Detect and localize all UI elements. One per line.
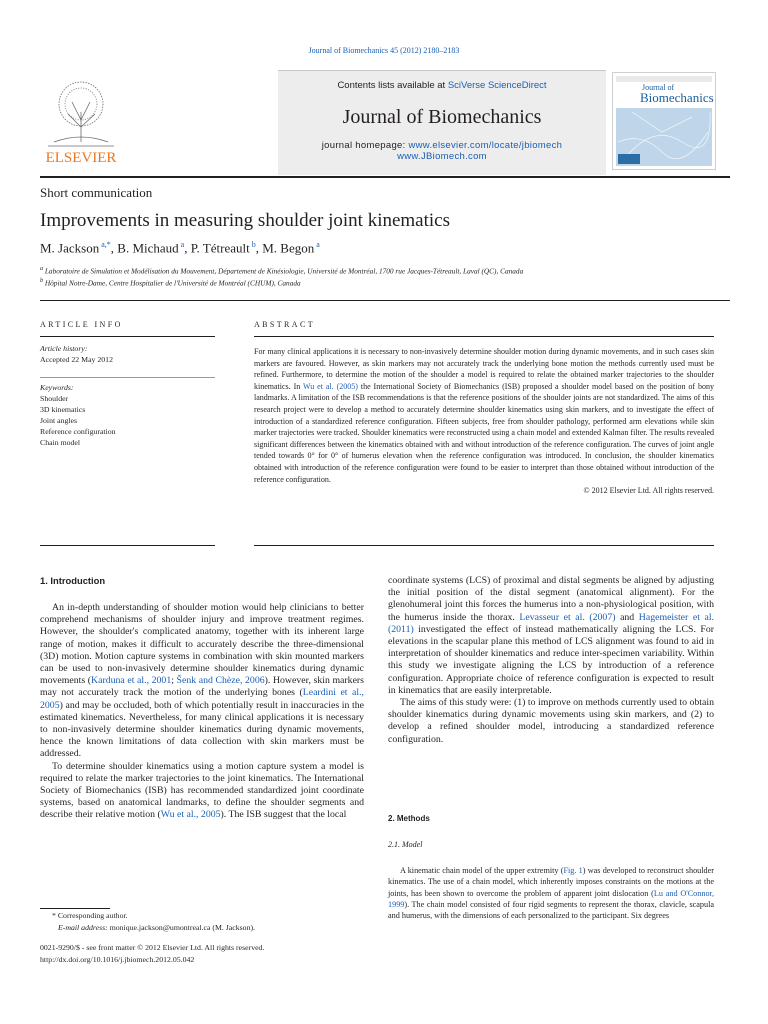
elsevier-wordmark: ELSEVIER [45,150,117,166]
issn-line: 0021-9290/$ - see front matter © 2012 Elsevier Ltd. All rights reserved. [40,943,265,952]
article-info-rule [40,336,215,337]
article-title: Improvements in measuring shoulder joint kinematics [40,210,451,231]
journal-title: Journal of Biomechanics [342,106,542,128]
keyword: Joint angles [40,416,78,425]
email-note: E-mail address: monique.jackson@umontreal.ca (M. Jackson). [58,923,256,932]
left-column-text [40,602,364,822]
article-history: Article history: Accepted 22 May 2012 [40,344,113,364]
author-name[interactable]: B. Michaud [117,240,179,256]
keyword: 3D kinematics [40,405,86,414]
footnote-rule [40,908,110,909]
keyword: Chain model [40,438,81,447]
sciencedirect-link[interactable]: SciVerse ScienceDirect [447,80,547,91]
contents-line: Contents lists available at SciVerse ScienceDirect [337,80,547,91]
citation-link[interactable]: Levasseur et al. (2007) [519,611,616,623]
abstract-copyright: © 2012 Elsevier Ltd. All rights reserved. [583,486,714,496]
citation-link[interactable]: Wu et al. (2005) [303,381,358,391]
affiliation-a: $^a$ Laboratoire de Simulation et Modélisation du Mouvement, Département de Kinésiologie, Université de Montréal, 1700 rue Jacques-Tétreault, Laval (QC), Canada [40,266,524,276]
corresponding-author-note: * Corresponding author. [52,911,128,920]
homepage-link-jbiomech[interactable]: www.JBiomech.com [397,151,487,162]
email-address[interactable]: monique.jackson@umontreal.ca (M. Jackson). [109,923,256,932]
journal-cover-thumbnail[interactable] [612,72,716,170]
keywords-block: Keywords: Shoulder 3D kinematics Joint angles Reference configuration Chain model [40,383,116,447]
citation-link[interactable]: Lu and O'Connor, 1999 [388,888,714,909]
homepage-link-elsevier[interactable]: www.elsevier.com/locate/jbiomech [408,140,563,151]
author-list: M. Jackson $^{a,*}$, B. Michaud $^a$, P. Tétreault $^b$, M. Begon $^a$ [40,240,320,256]
paragraph: The aims of this study were: (1) to improve on methods currently used to obtain shoulder kinematics during dynamic movements using skin markers, and (2) to develop a refined shoulder model, introducing a standardized reference configuration. [388,697,714,745]
model-paragraph: A kinematic chain model of the upper extremity (Fig. 1) was developed to reconstruct shoulder kinematics. The use of a chain model, which inherently imposes constraints on the motions at the joints, has been shown to overcome the problem of apparent joint dislocation (Lu and O'Connor, 1999). The chain model consisted of four rigid segments to represent the thorax, clavicle, scapula and humerus, with the dimensions of each personalized to the participant. Six degrees [388,866,714,921]
author-sup[interactable]: a [314,240,320,249]
citation-link[interactable]: Wu et al., 2005 [160,809,221,821]
article-info-heading: ARTICLE INFO [40,320,123,329]
title-rule [40,300,730,301]
svg-text:Biomechanics: Biomechanics [640,90,714,105]
abstract-heading: ABSTRACT [254,320,315,329]
svg-text:Journal of: Journal of [642,83,675,92]
right-column-text [388,575,714,746]
article-type: Short communication [40,185,153,200]
abstract-bottom-rule [254,545,714,546]
author-name[interactable]: M. Jackson [40,240,100,256]
paragraph: An in-depth understanding of shoulder motion would help clinicians to better comprehend mechanisms of shoulder injury and improve treatment regimes. However, the shoulder's complicated anatomy, together with its inherent large range of motion, makes it difficult to accurately describe the three-dimensional (3D) motion. Motion capture systems in combination with skin mounted markers can be used to non-invasively determine shoulder kinematics during dynamic movements (Karduna et al., 2001; Šenk and Chèze, 2006). However, skin markers may not accurately track the motion of the underlying bones (Leardini et al., 2005) and may be occluded, both of which potentially result in inaccuracies in the estimated kinematics. Nevertheless, for many clinical applications it is necessary to non-invasively determine shoulder kinematics during dynamic movements, hence the known limitations of data collection with skin markers must be addressed. [40,602,364,760]
abstract-rule [254,336,714,337]
citation-link[interactable]: Šenk and Chèze, 2006 [176,675,265,687]
masthead-rule [40,176,730,178]
keyword: Shoulder [40,394,69,403]
author-name[interactable]: P. Tétreault [190,240,250,256]
article-info-bottom-rule [40,545,215,546]
citation-link[interactable]: Leardini et al., 2005 [40,687,364,711]
author-sup[interactable]: a,* [99,240,111,249]
journal-homepage: journal homepage: www.elsevier.com/locate/jbiomech www.JBiomech.com [321,140,563,162]
section-heading-introduction: 1. Introduction [40,575,106,586]
abstract-text: For many clinical applications it is necessary to non-invasively determine shoulder motion during dynamic movements, and in such cases skin markers are favoured. However, as skin markers may not accurately track the underlying bone motion the methods currently used must be refined. Furthermore, to determine the motion of the shoulder a model is required to relate the obtained marker trajectories to the shoulder kinematics. In Wu et al. (2005) the International Society of Biomechanics (ISB) proposed a shoulder model based on the position of bony landmarks. A limitation of the ISB recommendations is that the reference positions of the shoulder joints are not standardized. The aims of this research project were to develop a method to accurately determine shoulder kinematics using skin markers, and to investigate the effect of introduction of a standardized reference configuration. Fifteen subjects, free from shoulder pathology, performed arm elevations while skin marker trajectories were tracked. Shoulder kinematics were reconstructed using a chain model and extended Kalman filter. The results revealed significant differences between the kinematics obtained with and without introduction of the reference configuration. The curves of joint angle tended towards 0° for 0° of humerus elevation when the reference configuration was introduced. In conclusion, the shoulder kinematics obtained with introduction of the reference configuration were found to be easier to interpret than those obtained without introduction of the reference configuration. © 2012 Elsevier Ltd. All rights reserved. [254,347,714,496]
affiliation-b: $^b$ Hôpital Notre-Dame, Centre Hospitalier de l'Université de Montréal (CHUM), Canada [40,278,301,288]
author-sup[interactable]: b [249,240,256,249]
doi-link[interactable]: http://dx.doi.org/10.1016/j.jbiomech.2012.05.042 [40,955,195,964]
section-heading-methods: 2. Methods [388,814,430,823]
figure-link[interactable]: Fig. 1 [563,866,583,875]
paragraph: To determine shoulder kinematics using a motion capture system a model is required to relate the marker trajectories to the joint kinematics. The International Society of Biomechanics (ISB) has recommended standardized joint coordinate systems, based on anatomical landmarks, to define the shoulder segments and describe their relative motion (Wu et al., 2005). The ISB suggest that the local [40,760,364,821]
elsevier-tree-logo [40,72,122,166]
citation-link[interactable]: Karduna et al., 2001 [91,675,172,687]
paragraph: coordinate systems (LCS) of proximal and distal segments be aligned by adjusting the initial position of the distal segment (anatomical alignment). For the glenohumeral joint this forces the humerus into a non-physiological position, with the humerus inside the thorax. Levasseur et al. (2007) and Hagemeister et al. (2011) investigated the effect of instead mathematically aligning the LCS. For elevations in the scapular plane this method of LCS alignment was found to aid in interpretation of shoulder kinematics and reduce inter-specimen variability. Within this study we investigate aligning the LCS by introduction of a reference configuration. Appropriate choice of reference configuration is expected to result in kinematics that are easily interpretable. [388,575,715,696]
keyword: Reference configuration [40,427,116,436]
author-sup[interactable]: a [178,240,185,249]
subsection-heading-model: 2.1. Model [388,840,423,849]
journal-reference[interactable]: Journal of Biomechanics 45 (2012) 2180–2183 [308,46,460,55]
author-name[interactable]: M. Begon [262,240,315,256]
citation-link[interactable]: Hagemeister et al. (2011) [388,611,715,635]
info-divider [40,377,215,378]
